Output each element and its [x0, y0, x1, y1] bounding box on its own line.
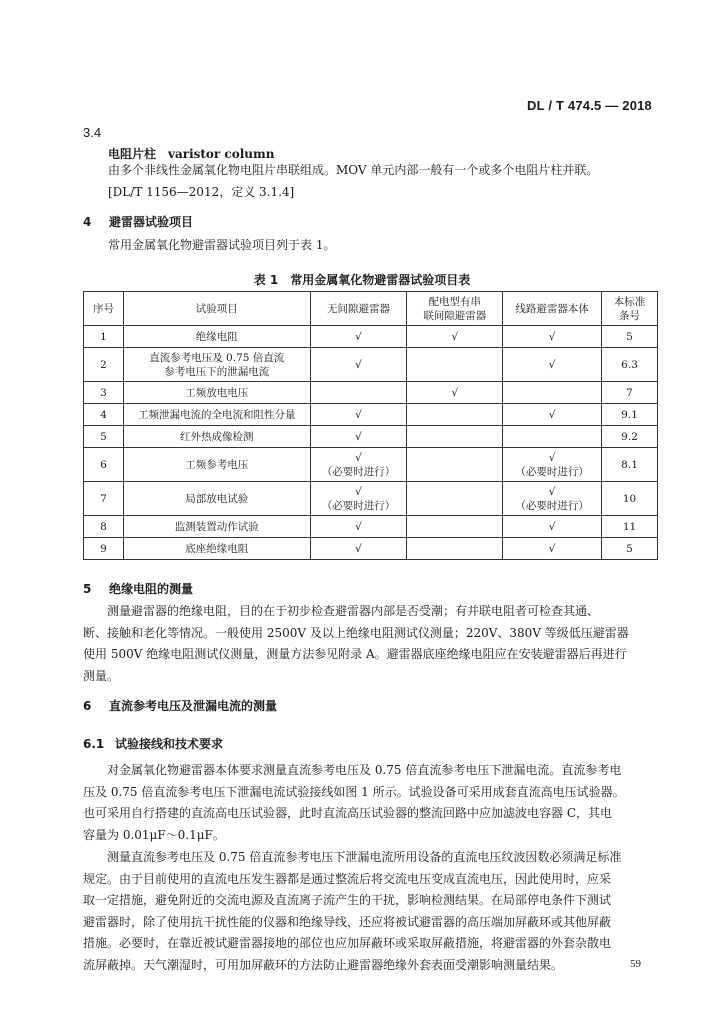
header-cell: 序号	[84, 292, 124, 326]
table-cell: √	[407, 326, 503, 348]
table-cell: 7	[602, 382, 658, 404]
table-row	[84, 538, 658, 560]
table-cell: 工频放电电压	[123, 382, 310, 404]
table-cell: 9.2	[602, 426, 658, 448]
table-cell: √ （必要时进行）	[503, 448, 602, 482]
table-caption: 表 1 常用金属氧化物避雷器试验项目表	[253, 273, 471, 287]
table-cell: 4	[84, 404, 124, 426]
table-cell: √	[503, 516, 602, 538]
table-row	[84, 348, 658, 382]
table-cell: 5	[602, 326, 658, 348]
text-line: 对金属氧化物避雷器本体要求测量直流参考电压及 0.75 倍直流参考电压下泄漏电流。直流参考电	[107, 763, 622, 777]
table-cell: 绝缘电阻	[123, 326, 310, 348]
table-cell: √	[503, 538, 602, 560]
section-3-4-number: 3.4	[83, 125, 102, 140]
text-line: 取一定措施，避免附近的交流电源及直流离子流产生的干扰，影响检测结果。在局部停电条件下测试	[83, 893, 612, 907]
section-4-number: 4	[83, 215, 92, 229]
table-cell: 8	[84, 516, 124, 538]
table-cell: 工频参考电压	[123, 448, 310, 482]
table-cell: √	[310, 404, 407, 426]
table-cell: 7	[84, 482, 124, 516]
section-5-paragraph	[83, 601, 658, 687]
table-row	[84, 326, 658, 348]
text-line: 使用 500V 绝缘电阻测试仪测量，测量方法参见附录 A。避雷器底座绝缘电阻应在安装避雷器后再进行	[83, 647, 627, 661]
text-line: 断、接触和老化等情况。一般使用 2500V 及以上绝缘电阻测试仪测量；220V、380V 等级低压避雷器	[83, 625, 629, 640]
table-cell: 11	[602, 516, 658, 538]
table-cell	[407, 448, 503, 482]
term-source: [DL/T 1156—2012，定义 3.1.4]	[108, 185, 295, 199]
text-line: 测量避雷器的绝缘电阻，目的在于初步检查避雷器内部是否受潮；有并联电阻者可检查其通、	[107, 604, 600, 618]
section-6-1-title: 试验接线和技术要求	[115, 737, 224, 751]
text-line: 也可采用自行搭建的直流高电压试验器，此时直流高压试验器的整流回路中应加滤波电容器 C，其电	[83, 806, 612, 820]
table-cell: 5	[84, 426, 124, 448]
table-cell	[503, 382, 602, 404]
table-cell: 1	[84, 326, 124, 348]
table-row	[84, 426, 658, 448]
text-line: 避雷器时，除了使用抗干扰性能的仪器和绝缘导线，还应将被试避雷器的高压端加屏蔽环或其他屏蔽	[83, 914, 612, 929]
section-6-title: 直流参考电压及泄漏电流的测量	[109, 699, 278, 713]
text-line: 容量为 0.01μF～0.1μF。	[83, 827, 225, 842]
table-cell: 直流参考电压及 0.75 倍直流 参考电压下的泄漏电流	[123, 348, 310, 382]
table-cell	[407, 348, 503, 382]
table-row	[84, 482, 658, 516]
section-6-heading	[83, 697, 277, 714]
text-line: 规定。由于目前使用的直流电压发生器都是通过整流后将交流电压变成直流电压，因此使用时，应采	[83, 871, 612, 886]
table-cell: 2	[84, 348, 124, 382]
section-6-1-paragraph-2	[83, 847, 658, 976]
term-title: 电阻片柱 varistor column	[108, 147, 275, 161]
table-cell: √	[310, 326, 407, 348]
header-cell: 无间隙避雷器	[310, 292, 407, 326]
table-cell	[407, 426, 503, 448]
table-cell: √	[310, 426, 407, 448]
table-cell: √ （必要时进行）	[310, 448, 407, 482]
section-6-1-heading	[83, 735, 223, 752]
table-cell: 红外热成像检测	[123, 426, 310, 448]
text-line: 测量直流参考电压及 0.75 倍直流参考电压下泄漏电流所用设备的直流电压纹波因数必须满足标准	[107, 850, 622, 864]
table-cell: 6	[84, 448, 124, 482]
table-cell: √	[503, 326, 602, 348]
table-cell: 局部放电试验	[123, 482, 310, 516]
table-cell: 8.1	[602, 448, 658, 482]
table-cell: 3	[84, 382, 124, 404]
section-4-title: 避雷器试验项目	[109, 215, 194, 229]
table-row	[84, 448, 658, 482]
table-cell: √ （必要时进行）	[503, 482, 602, 516]
table-row	[84, 404, 658, 426]
text-line: 压及 0.75 倍直流参考电压下泄漏电流试验接线如图 1 所示。试验设备可采用成套直流高电压试验器。	[83, 784, 625, 799]
table-cell	[407, 538, 503, 560]
header-cell: 线路避雷器本体	[503, 292, 602, 326]
page-number: 59	[630, 958, 641, 970]
table-cell: √	[310, 348, 407, 382]
section-5-heading	[83, 580, 193, 597]
text-line: 措施。必要时，在靠近被试避雷器接地的部位也应加屏蔽环或采取屏蔽措施，将避雷器的外套杂散电	[83, 936, 612, 950]
section-4-heading	[83, 213, 193, 230]
term-definition: 由多个非线性金属氧化物电阻片串联组成。MOV 单元内部一般有一个或多个电阻片柱并联。	[108, 163, 599, 177]
table-cell: √ （必要时进行）	[310, 482, 407, 516]
table-cell	[503, 426, 602, 448]
table-cell	[310, 382, 407, 404]
table-cell: 9	[84, 538, 124, 560]
table-cell: √	[310, 538, 407, 560]
table-cell: √	[503, 404, 602, 426]
table-cell	[407, 516, 503, 538]
table-cell: 监测装置动作试验	[123, 516, 310, 538]
table-cell: √	[407, 382, 503, 404]
table-header-row	[84, 292, 658, 326]
text-line: 流屏蔽掉。天气潮湿时，可用加屏蔽环的方法防止避雷器绝缘外套表面受潮影响测量结果。	[83, 957, 564, 972]
table-cell	[407, 404, 503, 426]
table-row	[84, 382, 658, 404]
table-cell: √	[503, 348, 602, 382]
table-row	[84, 516, 658, 538]
table-cell: 底座绝缘电阻	[123, 538, 310, 560]
table-cell: 9.1	[602, 404, 658, 426]
section-6-number: 6	[83, 699, 92, 713]
section-6-1-number: 6.1	[83, 737, 105, 751]
header-cell: 本标准 条号	[602, 292, 658, 326]
table-cell: 工频泄漏电流的全电流和阻性分量	[123, 404, 310, 426]
test-items-table	[83, 291, 658, 560]
table-cell: 5	[602, 538, 658, 560]
section-5-number: 5	[83, 582, 92, 596]
section-6-1-paragraph-1	[83, 760, 658, 846]
section-5-title: 绝缘电阻的测量	[109, 582, 194, 596]
text-line: 测量。	[83, 668, 120, 683]
section-4-intro: 常用金属氧化物避雷器试验项目列于表 1。	[108, 238, 336, 252]
table-cell: 10	[602, 482, 658, 516]
standard-code-header: DL / T 474.5 — 2018	[527, 98, 652, 113]
table-cell	[407, 482, 503, 516]
header-cell: 试验项目	[123, 292, 310, 326]
table-cell: 6.3	[602, 348, 658, 382]
table-cell: √	[310, 516, 407, 538]
header-cell: 配电型有串 联间隙避雷器	[407, 292, 503, 326]
